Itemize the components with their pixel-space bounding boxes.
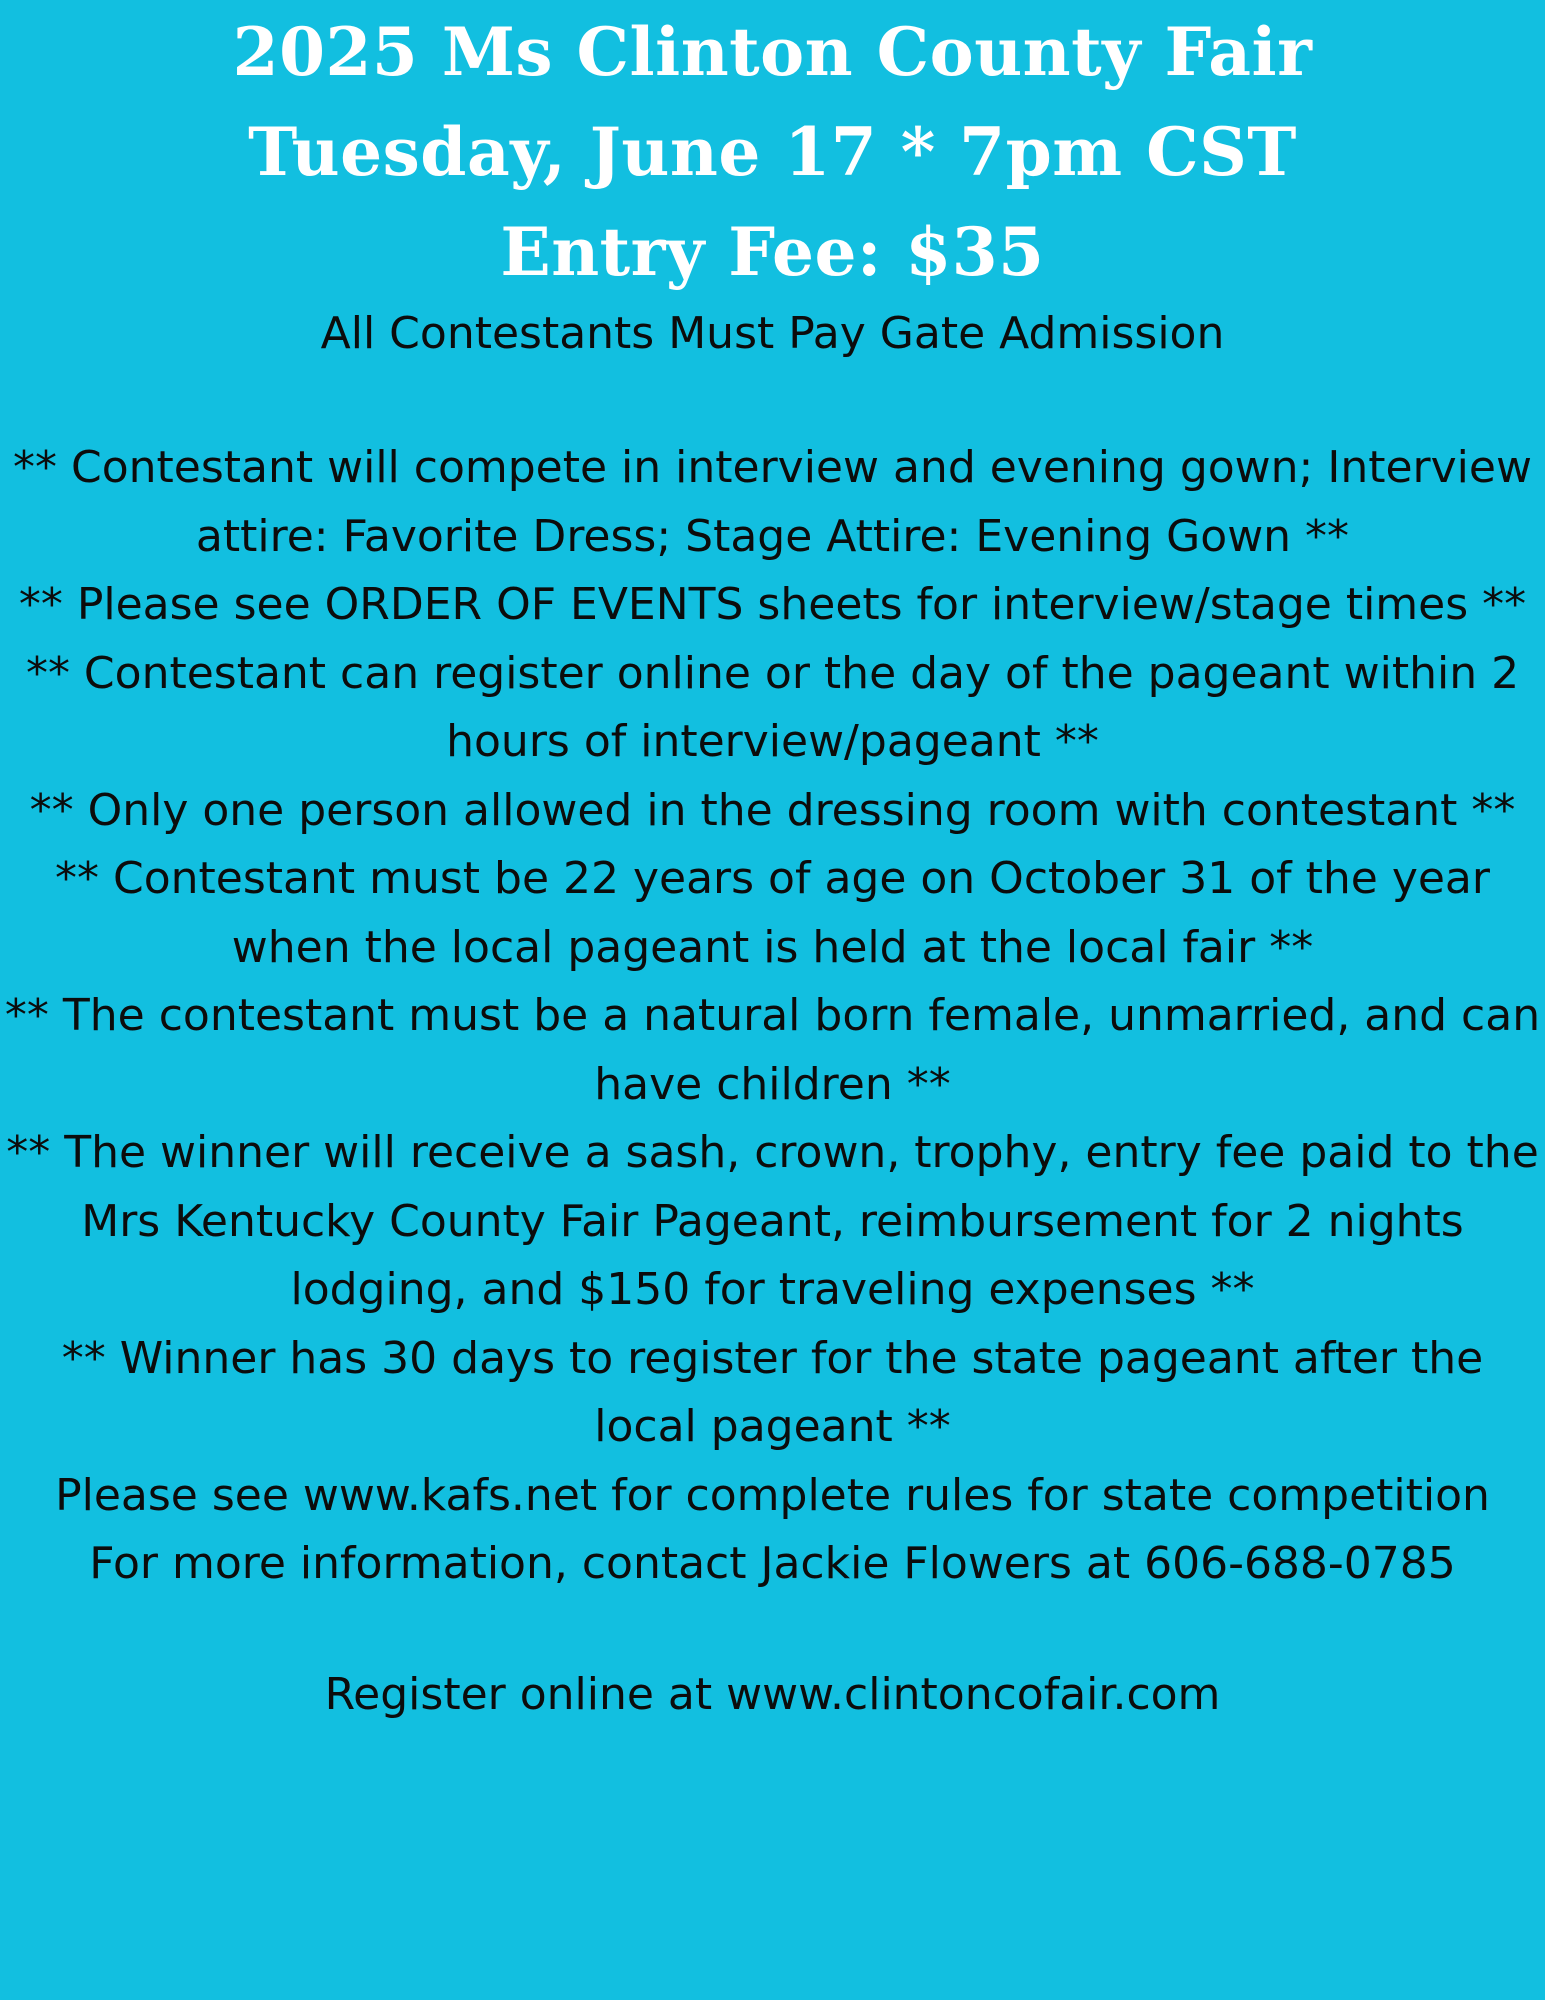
event-title: 2025 Ms Clinton County Fair xyxy=(232,13,1313,91)
rules-list xyxy=(0,434,1545,1462)
register-online-note: Register online at www.clintoncofair.com xyxy=(324,1668,1221,1720)
rule-winner-prizes: ** The winner will receive a sash, crown, trophy, entry fee paid to the Mrs Kentucky County Fair Pageant, reimbursement for 2 nights lodging, and $150 for traveling expenses ** xyxy=(6,1127,1539,1315)
rule-dressing-room: ** Only one person allowed in the dressing room with contestant ** xyxy=(29,784,1516,836)
blank-line xyxy=(0,366,1545,434)
blank-line xyxy=(0,1599,1545,1661)
rule-competition: ** Contestant will compete in interview and evening gown; Interview attire: Favorite Dress; Stage Attire: Evening Gown ** xyxy=(13,442,1532,562)
event-date-time: Tuesday, June 17 * 7pm CST xyxy=(248,113,1297,191)
admission-note: All Contestants Must Pay Gate Admission xyxy=(320,308,1225,359)
rule-age: ** Contestant must be 22 years of age on October 31 of the year when the local pageant is held at the local fair ** xyxy=(55,853,1490,973)
entry-fee: Entry Fee: $35 xyxy=(500,213,1045,291)
rule-eligibility: ** The contestant must be a natural born female, unmarried, and can have children ** xyxy=(4,990,1541,1110)
flyer-header xyxy=(0,0,1545,302)
rule-registration: ** Contestant can register online or the day of the pageant within 2 hours of interview/pageant ** xyxy=(25,647,1520,767)
rule-order-of-events: ** Please see ORDER OF EVENTS sheets for interview/stage times ** xyxy=(18,579,1527,630)
state-rules-note: Please see www.kafs.net for complete rules for state competition xyxy=(55,1469,1490,1521)
rule-state-registration: ** Winner has 30 days to register for the state pageant after the local pageant ** xyxy=(61,1332,1484,1452)
contact-note: For more information, contact Jackie Flowers at 606-688-0785 xyxy=(89,1538,1456,1589)
